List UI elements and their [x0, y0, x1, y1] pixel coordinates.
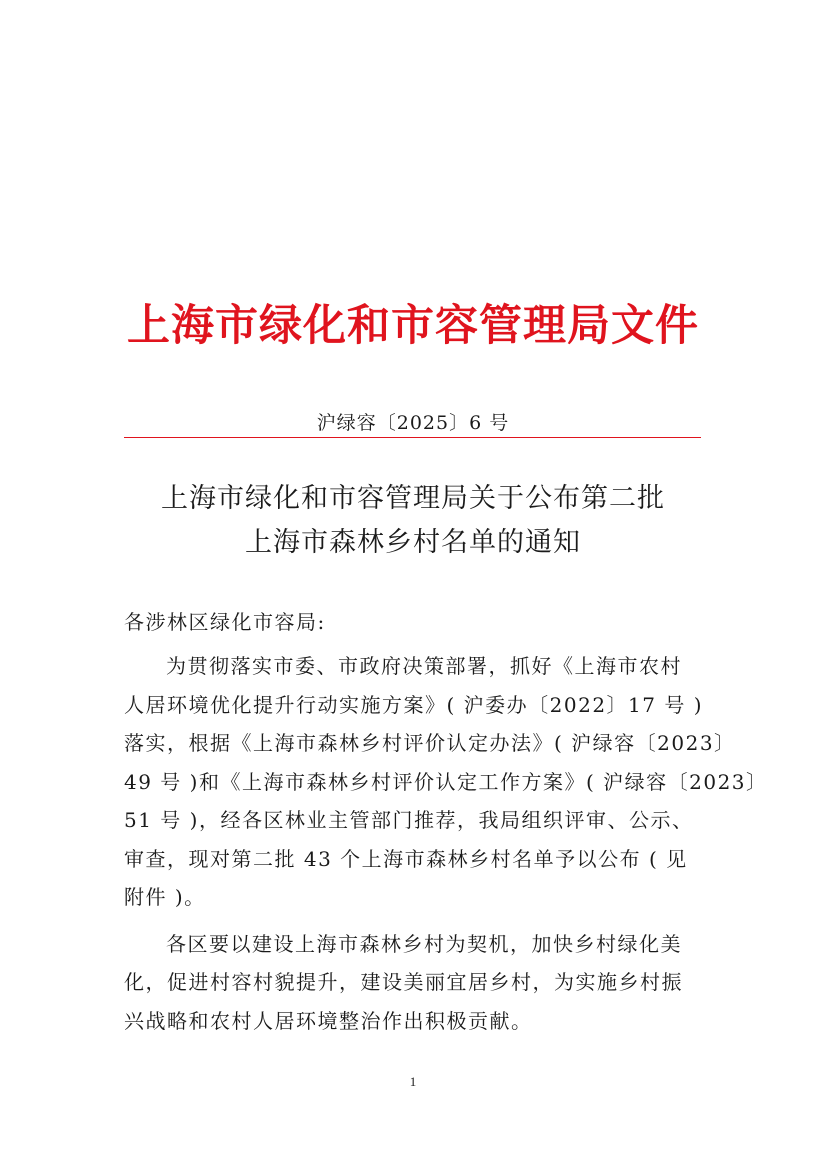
paragraph-2-line: 各区要以建设上海市森林乡村为契机，加快乡村绿化美 [166, 931, 682, 956]
paragraph-2-line: 化，促进村容村貌提升，建设美丽宜居乡村，为实施乡村振 [124, 970, 683, 994]
paragraph-1-line: 人居环境优化提升行动实施方案》( 沪委办〔2022〕17 号 ) [124, 692, 704, 717]
document-number: 沪绿容〔2025〕6 号 [316, 412, 510, 434]
paragraph-1-line: 审查，现对第二批 43 个上海市森林乡村名单予以公布 ( 见 [124, 846, 688, 871]
notice-title-line-1: 上海市绿化和市容管理局关于公布第二批 [161, 483, 665, 514]
paragraph-1-line: 49 号 )和《上海市森林乡村评价认定工作方案》( 沪绿容〔2023〕 [124, 769, 768, 794]
notice-title-line-2: 上海市森林乡村名单的通知 [245, 527, 581, 558]
paragraph-2-line: 兴战略和农村人居环境整治作出积极贡献。 [124, 1008, 533, 1033]
notice-body [124, 647, 768, 1040]
paragraph-1-line: 附件 )。 [124, 885, 206, 909]
page-number: 1 [409, 1074, 417, 1089]
paragraph-1-line: 落实，根据《上海市森林乡村评价认定办法》( 沪绿容〔2023〕 [124, 731, 736, 755]
paragraph-1-line: 51 号 )，经各区林业主管部门推荐，我局组织评审、公示、 [124, 808, 694, 832]
paragraph-1-line: 为贯彻落实市委、市政府决策部署，抓好《上海市农村 [166, 654, 682, 678]
issuing-authority-header: 上海市绿化和市容管理局文件 [127, 301, 699, 351]
salutation: 各涉林区绿化市容局: [124, 610, 326, 634]
notice-title [0, 477, 826, 565]
red-divider-line [124, 437, 701, 438]
